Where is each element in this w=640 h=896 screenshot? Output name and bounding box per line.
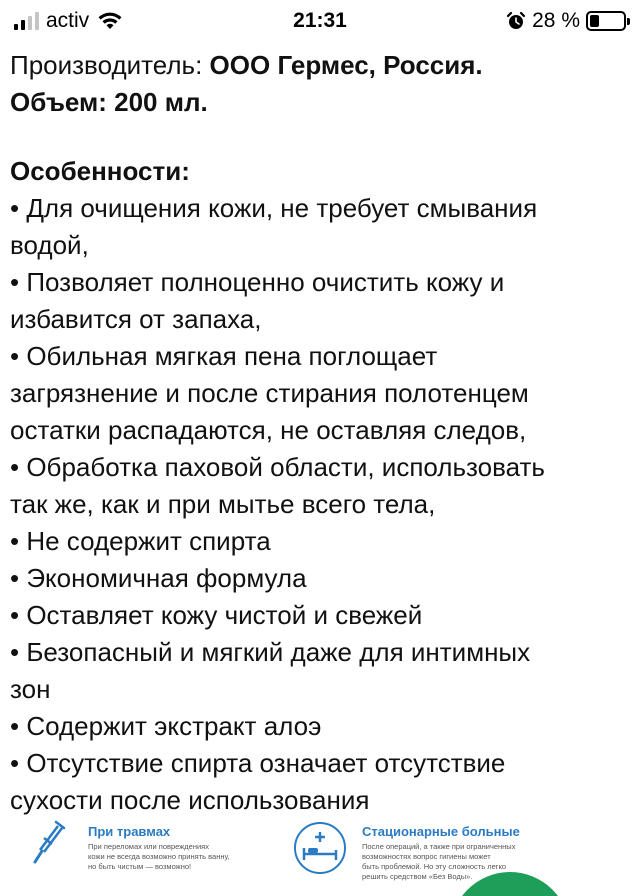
banner-item-injuries-title: При травмах xyxy=(88,824,171,839)
status-bar xyxy=(0,0,640,42)
feature-line: • Оставляет кожу чистой и свежей xyxy=(10,600,423,630)
manufacturer-row xyxy=(10,47,630,84)
volume-label: Объем: xyxy=(10,87,107,117)
product-description xyxy=(10,47,630,819)
features-title: Особенности: xyxy=(10,156,190,186)
battery-icon xyxy=(586,11,626,31)
feature-line: • Обильная мягкая пена поглощает xyxy=(10,341,438,371)
feature-line: • Отсутствие спирта означает отсутствие xyxy=(10,748,506,778)
battery-percent: 28 % xyxy=(532,9,580,32)
feature-line: • Экономичная формула xyxy=(10,563,307,593)
manufacturer-value: ООО Гермес, Россия. xyxy=(209,50,483,80)
feature-line: • Обработка паховой области, использовать xyxy=(10,452,545,482)
feature-line: • Позволяет полноценно очистить кожу и xyxy=(10,267,505,297)
banner-item-inpatients-title: Стационарные больные xyxy=(362,824,520,839)
features-list xyxy=(10,190,630,819)
volume-value: 200 мл. xyxy=(114,87,208,117)
feature-line: водой, xyxy=(10,230,89,260)
status-time: 21:31 xyxy=(293,9,347,32)
banner-item-injuries xyxy=(30,816,268,872)
manufacturer-label: Производитель: xyxy=(10,50,203,80)
feature-line: загрязнение и после стирания полотенцем xyxy=(10,378,529,408)
feature-line: остатки распадаются, не оставляя следов, xyxy=(10,415,527,445)
hospital-bed-icon xyxy=(292,820,348,876)
feature-line: зон xyxy=(10,674,51,704)
carrier-name: activ xyxy=(46,9,90,32)
battery-level-fill xyxy=(590,15,599,27)
banner-item-injuries-text: При переломах или повреждениях кожи не всегда возможно принять ванну, но быть чистым — возможно! xyxy=(88,842,230,871)
feature-line: • Для очищения кожи, не требует смывания xyxy=(10,193,538,223)
volume-row xyxy=(10,84,630,121)
status-right xyxy=(506,9,626,33)
feature-line: • Содержит экстракт алоэ xyxy=(10,711,322,741)
crutch-icon xyxy=(30,820,66,866)
feature-line: сухости после использования xyxy=(10,785,370,815)
feature-line: избавится от запаха, xyxy=(10,304,262,334)
feature-line: • Безопасный и мягкий даже для интимных xyxy=(10,637,531,667)
feature-line: • Не содержит спирта xyxy=(10,526,271,556)
feature-line: так же, как и при мытье всего тела, xyxy=(10,489,436,519)
banner-item-inpatients-text: После операций, а также при ограниченных возможностях вопрос гигиены может быть проблемой. Но эту сложность легко решить средством «Без Воды». xyxy=(362,842,516,881)
alarm-clock-icon xyxy=(506,11,526,31)
